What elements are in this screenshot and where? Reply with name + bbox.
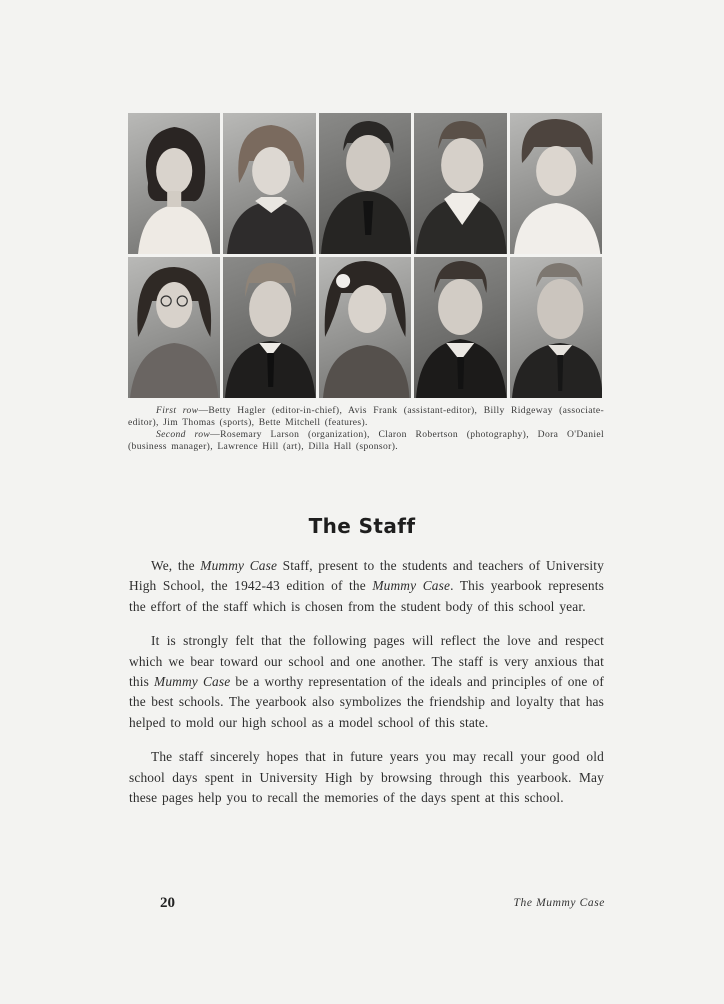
p2-text-a: It is strongly felt that the following pages will reflect the love and respect which we bear toward our school and one another. The staff is very anxious that this	[129, 633, 604, 689]
portrait-avis-frank	[223, 113, 315, 254]
caption-first-row	[128, 405, 604, 429]
paragraph-1	[129, 556, 604, 617]
p1-title-ref-2: Mummy Case	[372, 578, 451, 594]
first-row-label: First row	[156, 405, 199, 416]
portrait-betty-hagler	[128, 113, 220, 254]
running-title: The Mummy Case	[513, 897, 605, 909]
portrait-dilla-hall	[510, 257, 602, 398]
page-number: 20	[160, 895, 175, 911]
portrait-lawrence-hill	[414, 257, 506, 398]
photo-caption	[128, 405, 604, 453]
second-row-label: Second row	[156, 429, 211, 440]
portrait-claron-robertson	[223, 257, 315, 398]
p2-title-ref: Mummy Case	[154, 673, 231, 689]
caption-second-row	[128, 429, 604, 453]
p1-text-e: . This yearbook represents the effort of the staff which is chosen from the student body of this school year.	[129, 578, 604, 614]
p2-text-c: be a worthy representation of the ideals and principles of one of the best schools. The yearbook also symbolizes the friendship and loyalty that has helped to mold our high school as a model school of this state.	[129, 673, 604, 730]
portrait-billy-ridgeway	[319, 113, 411, 254]
portrait-dora-odaniel	[319, 257, 411, 398]
p1-text-c: Staff, present to the students and teachers of University High School, the 1942-43 edition of the	[129, 558, 604, 594]
portrait-jim-thomas	[414, 113, 506, 254]
page-title: The Staff	[308, 514, 416, 538]
paragraph-3	[129, 747, 604, 808]
p1-text-a: We, the	[151, 558, 201, 573]
first-row-names: —Betty Hagler (editor-in-chief), Avis Frank (assistant-editor), Billy Ridgeway (associate-editor), Jim Thomas (sports), Bette Mitchell (features).	[128, 405, 604, 428]
second-row-names: —Rosemary Larson (organization), Claron Robertson (photography), Dora O'Daniel (business manager), Lawrence Hill (art), Dilla Hall (sponsor).	[128, 429, 604, 452]
p3-text-a: The staff sincerely hopes that in future years you may recall your good old school days spent in University High by browsing through this yearbook. May these pages help you to recall the memories of the days spent at this school.	[129, 749, 604, 805]
paragraph-2	[129, 631, 604, 732]
p1-title-ref: Mummy Case	[200, 558, 278, 573]
portrait-bette-mitchell	[510, 113, 602, 254]
portrait-rosemary-larson	[128, 257, 220, 398]
staff-photo-grid	[128, 113, 602, 398]
article-body	[129, 556, 604, 823]
